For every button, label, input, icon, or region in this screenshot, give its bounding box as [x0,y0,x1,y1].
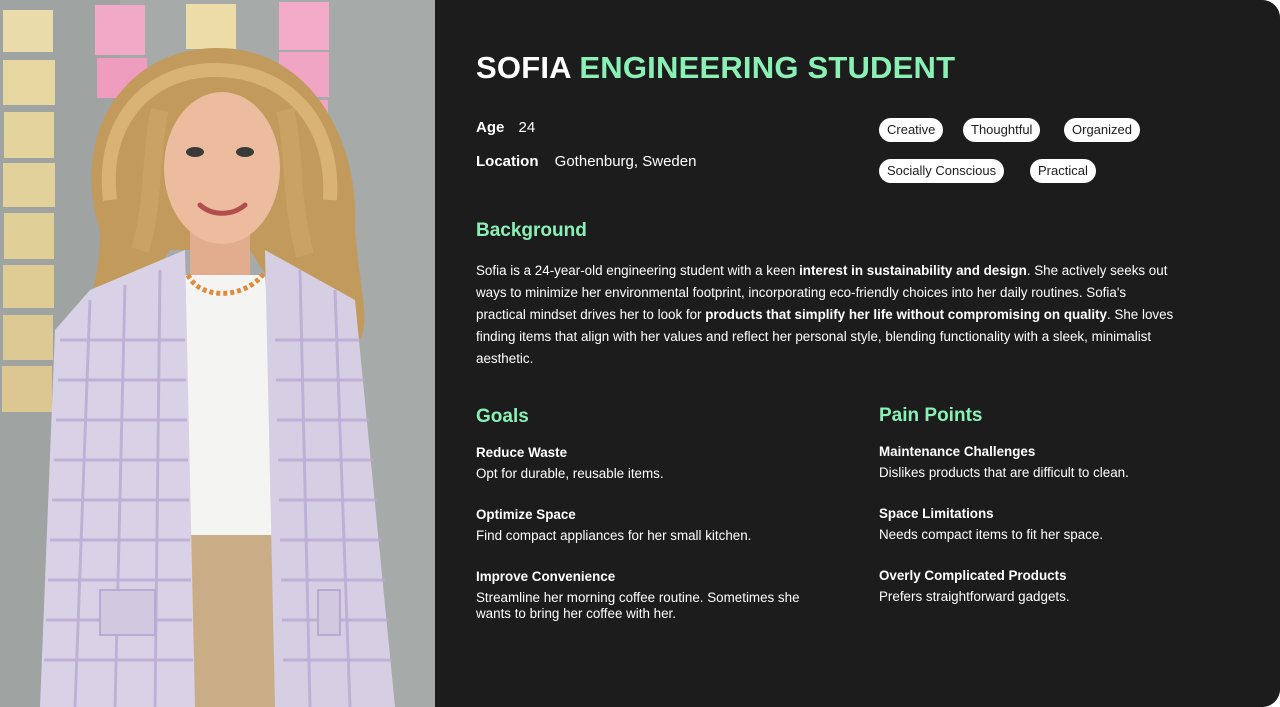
pain-point-desc: Prefers straightforward gadgets. [879,589,1070,604]
persona-role: ENGINEERING STUDENT [579,50,956,85]
trait-tag: Practical [1030,159,1096,183]
pain-point-title: Space Limitations [879,506,994,521]
pain-point-item [879,443,1239,481]
goal-item [476,444,836,482]
trait-tag: Creative [879,118,943,142]
background-text: Sofia is a 24-year-old engineering student with a keen interest in sustainability and design. She actively seeks out ways to minimize her environmental footprint, incorporating eco-friendly choices into her daily routines. Sofia's practical mindset drives her to look for products that simplify her life without compromising on quality. She loves finding items that align with her values and reflect her personal style, blending functionality with a sleek, minimalist aesthetic. [476,263,1174,366]
persona-name: SOFIA [476,50,571,85]
goals-heading: Goals [476,406,529,427]
pain-point-desc: Needs compact items to fit her space. [879,527,1104,542]
location-value: Gothenburg, Sweden [554,153,697,170]
age-row [476,119,535,136]
pain-point-title: Maintenance Challenges [879,444,1036,459]
trait-tag: Organized [1064,118,1140,142]
location-label: Location [476,153,539,170]
persona-title [476,50,955,86]
trait-tag: Thoughtful [963,118,1040,142]
pain-points-heading: Pain Points [879,405,983,426]
persona-content [435,0,1280,707]
background-highlight: products that simplify her life without compromising on quality [705,307,1107,322]
persona-photo-illustration [0,0,435,707]
goal-title: Optimize Space [476,507,576,522]
goal-desc: Streamline her morning coffee routine. Sometimes she wants to bring her coffee with her. [476,590,800,621]
pain-point-item [879,567,1239,605]
location-row [476,153,696,170]
age-label: Age [476,119,505,136]
pain-point-title: Overly Complicated Products [879,568,1067,583]
age-value: 24 [518,119,536,136]
trait-tag: Socially Conscious [879,159,1004,183]
goal-desc: Find compact appliances for her small kitchen. [476,528,752,543]
goal-desc: Opt for durable, reusable items. [476,466,664,481]
goal-item [476,506,836,544]
persona-photo [0,0,435,707]
goal-title: Reduce Waste [476,445,568,460]
background-heading: Background [476,220,587,241]
background-highlight: interest in sustainability and design [799,263,1027,278]
goal-item [476,568,826,622]
pain-point-item [879,505,1239,543]
goal-title: Improve Convenience [476,569,616,584]
pain-point-desc: Dislikes products that are difficult to clean. [879,465,1129,480]
